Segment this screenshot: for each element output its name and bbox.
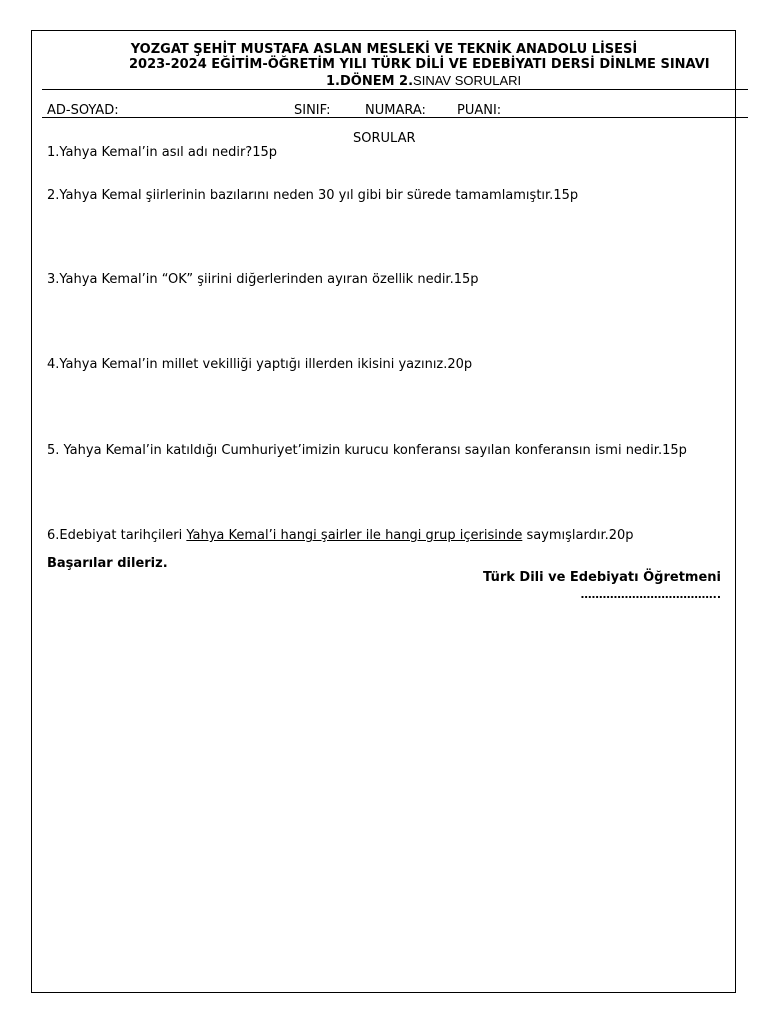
question-3: 3.Yahya Kemal’in “OK” şiirini diğerlerinden ayıran özellik nedir.15p	[47, 272, 479, 287]
number-field-label: NUMARA:	[365, 103, 426, 118]
name-field-label: AD-SOYAD:	[47, 103, 119, 118]
question-6-suffix: saymışlardır.20p	[522, 528, 634, 543]
teacher-title: Türk Dili ve Edebiyatı Öğretmeni	[482, 570, 721, 585]
question-5: 5. Yahya Kemal’in katıldığı Cumhuriyet’imizin kurucu konferansı sayılan konferansın ismi nedir.15p	[47, 443, 687, 458]
class-field-label: SINIF:	[294, 103, 331, 118]
section-title: SORULAR	[353, 131, 416, 146]
question-6-prefix: 6.Edebiyat tarihçileri	[47, 528, 187, 543]
question-6	[47, 528, 634, 544]
closing-text: Başarılar dileriz.	[47, 556, 168, 571]
question-1: 1.Yahya Kemal’in asıl adı nedir?15p	[47, 145, 277, 160]
question-4: 4.Yahya Kemal’in millet vekilliği yaptığı illerden ikisini yazınız.20p	[47, 357, 473, 372]
term-line	[326, 73, 521, 90]
header-divider-top	[42, 89, 748, 90]
exam-title: 2023-2024 EĞİTİM-ÖĞRETİM YILI TÜRK DİLİ VE EDEBİYATI DERSİ DİNLME SINAVI	[129, 57, 710, 72]
term-bold: 1.DÖNEM 2.	[326, 74, 414, 89]
term-rest: SINAV SORULARI	[413, 73, 522, 88]
score-field-label: PUANI:	[457, 103, 502, 118]
school-name: YOZGAT ŞEHİT MUSTAFA ASLAN MESLEKİ VE TEKNİK ANADOLU LİSESİ	[130, 42, 638, 57]
page-frame	[31, 30, 736, 993]
signature-line: ………………………………..	[580, 588, 721, 601]
question-2: 2.Yahya Kemal şiirlerinin bazılarını neden 30 yıl gibi bir sürede tamamlamıştır.15p	[47, 188, 579, 203]
question-6-underlined: Yahya Kemal’i hangi şairler ile hangi grup içerisinde	[186, 528, 523, 543]
header-divider-bottom	[42, 117, 748, 118]
